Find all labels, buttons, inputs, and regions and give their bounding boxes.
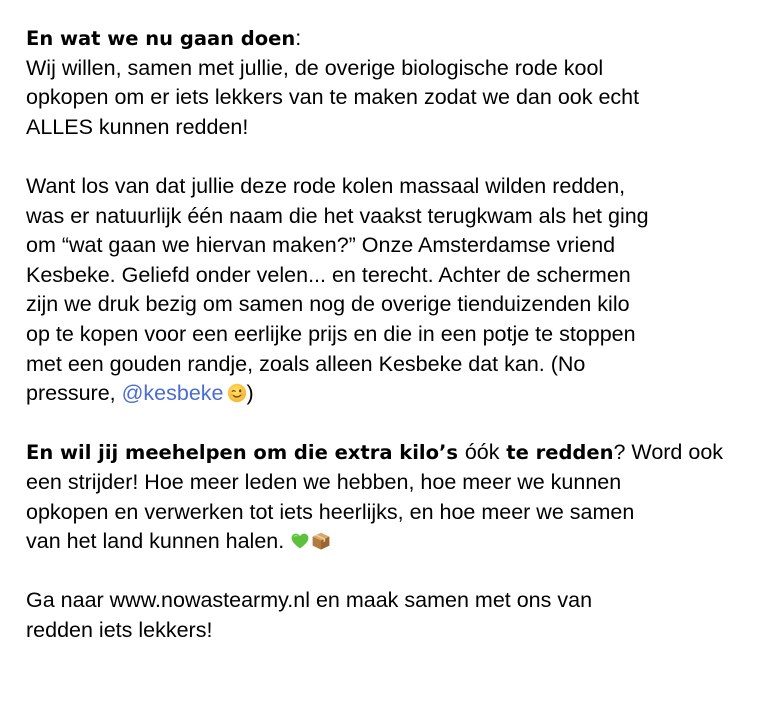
green-heart-icon bbox=[290, 531, 310, 551]
text-line: zijn we druk bezig om samen nog de overige tienduizenden kilo bbox=[26, 292, 630, 317]
kesbeke-mention-link[interactable]: @kesbeke bbox=[121, 381, 224, 406]
text-line: Wij willen, samen met jullie, de overige biologische rode kool bbox=[26, 55, 604, 80]
text-line-emojis bbox=[26, 527, 750, 557]
text-line: ALLES kunnen redden! bbox=[26, 114, 249, 139]
plan-heading-colon: : bbox=[295, 26, 302, 50]
pressure-text: pressure, bbox=[26, 381, 122, 406]
package-icon bbox=[311, 531, 331, 551]
text-line: Want los van dat jullie deze rode kolen massaal wilden redden, bbox=[26, 173, 626, 198]
cta-first-line bbox=[26, 438, 750, 468]
text-line: met een gouden randje, zoals alleen Kesbeke dat kan. (No bbox=[26, 351, 586, 376]
closing-paren: ) bbox=[246, 381, 254, 406]
cta-rest: ? Word ook bbox=[613, 440, 724, 465]
text-line: Ga naar www.nowastearmy.nl en maak samen met ons van bbox=[26, 588, 593, 613]
winking-face-icon bbox=[227, 383, 247, 403]
cta-ook: óók bbox=[464, 440, 500, 465]
post-body bbox=[26, 24, 750, 645]
paragraph-website bbox=[26, 586, 750, 645]
text-line-mention bbox=[26, 379, 750, 409]
paragraph-plan-heading-line bbox=[26, 24, 750, 54]
paragraph-kesbeke bbox=[26, 172, 750, 409]
text-line: was er natuurlijk één naam die het vaakst terugkwam als het ging bbox=[26, 203, 649, 228]
text-line: om “wat gaan we hiervan maken?” Onze Amsterdamse vriend bbox=[26, 233, 616, 258]
plan-heading: En wat we nu gaan doen bbox=[26, 27, 296, 50]
text-line: op te kopen voor een eerlijke prijs en die in een potje te stoppen bbox=[26, 321, 636, 346]
text-line: Kesbeke. Geliefd onder velen... en terecht. Achter de schermen bbox=[26, 262, 631, 287]
text-line: opkopen om er iets lekkers van te maken zodat we dan ook echt bbox=[26, 85, 640, 110]
paragraph-plan bbox=[26, 24, 750, 142]
cta-bold-end: te redden bbox=[499, 441, 614, 465]
paragraph-call-to-action bbox=[26, 438, 750, 556]
text-line: opkopen en verwerken tot iets heerlijks, en hoe meer we samen bbox=[26, 499, 635, 524]
cta-last-text: van het land kunnen halen. bbox=[26, 529, 291, 554]
text-line: redden iets lekkers! bbox=[26, 617, 213, 642]
text-line: een strijder! Hoe meer leden we hebben, hoe meer we kunnen bbox=[26, 469, 622, 494]
cta-bold-start: En wil jij meehelpen om die extra kilo’s bbox=[26, 441, 465, 465]
